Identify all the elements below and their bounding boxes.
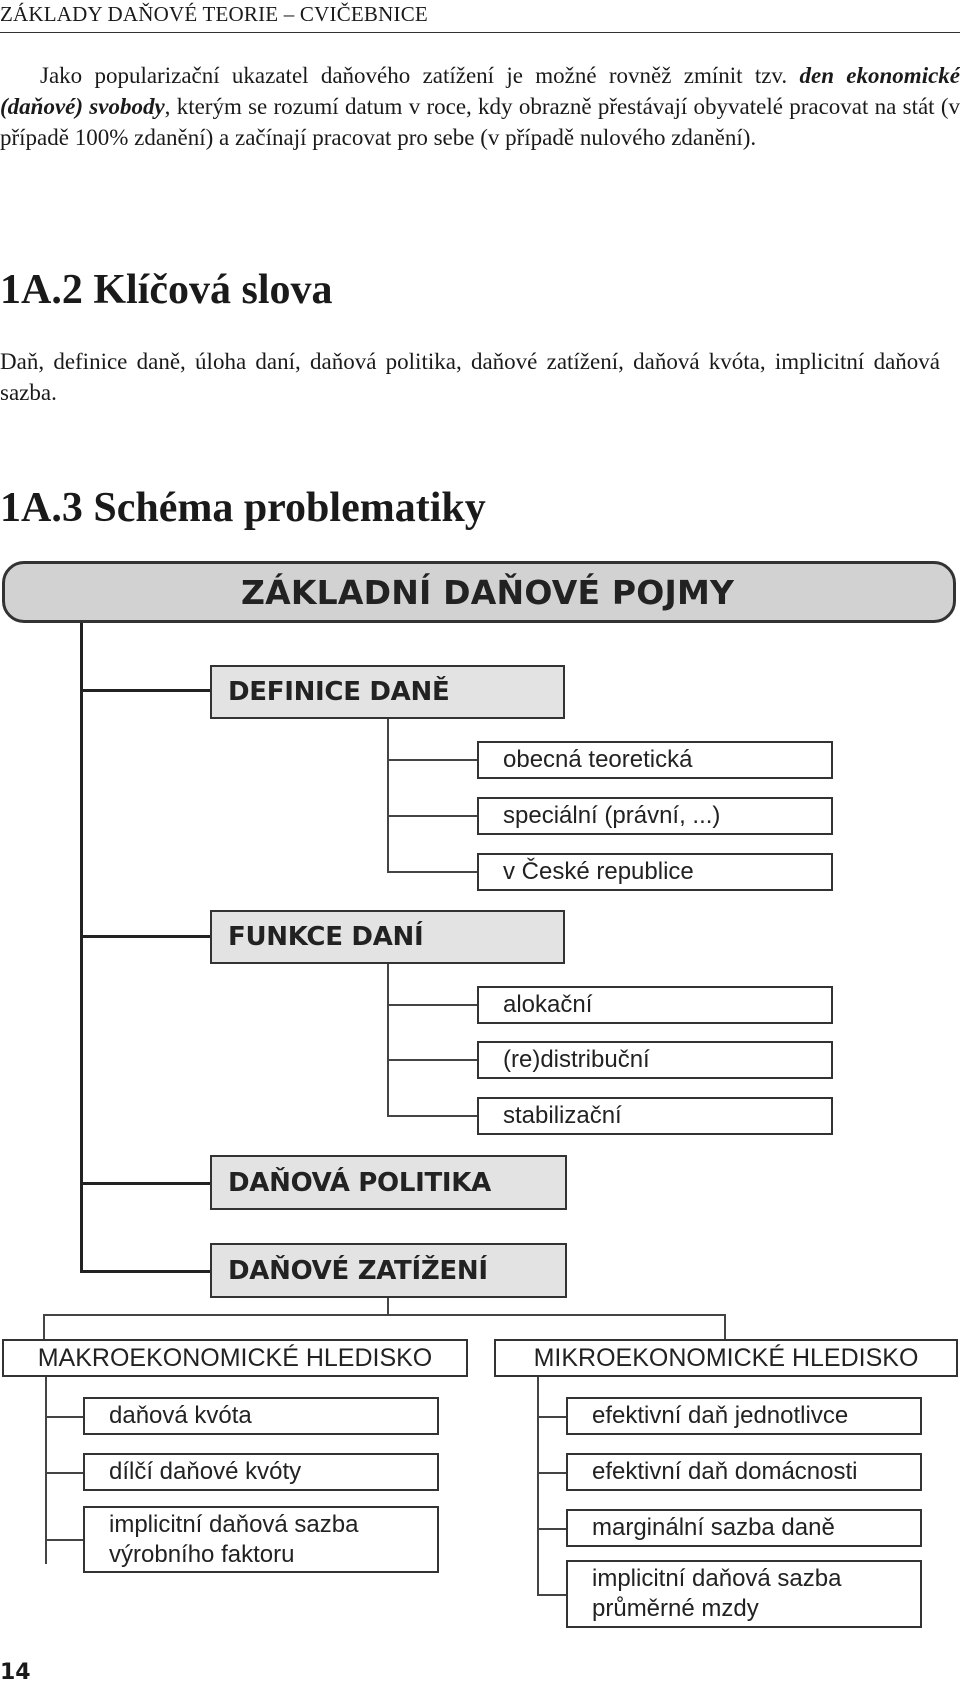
funkce-label: FUNKCE DANÍ [228, 922, 424, 952]
funkce-sub-line-1 [387, 1004, 477, 1006]
politika-box [210, 1155, 567, 1210]
intro-text-2: , kterým se rozumí datum v roce, kdy obrazně přestávají obyvatelé pracovat na stát (v případě 100% zdanění) a začínají pracovat pro sebe (v případě nulového zdanění). [0, 94, 960, 150]
mikro-item-1 [566, 1397, 922, 1435]
mikro-item-3-label: marginální sazba daně [592, 1514, 835, 1541]
makro-item-2-label: dílčí daňové kvóty [109, 1458, 302, 1485]
makro-item-3-label: implicitní daňová sazba výrobního faktoru [109, 1510, 359, 1568]
mikro-item-4 [566, 1560, 922, 1628]
zatizeni-down-line [387, 1297, 389, 1314]
funkce-sub-trunk [387, 963, 389, 1116]
root-label: ZÁKLADNÍ DAŇOVÉ POJMY [241, 572, 735, 612]
mikro-sub-line-4 [537, 1594, 567, 1596]
makro-item-1-label: daňová kvóta [109, 1402, 252, 1429]
makro-sub-line-2 [45, 1472, 85, 1474]
definice-box [210, 665, 565, 719]
mikro-item-4-label: implicitní daňová sazba průměrné mzdy [592, 1565, 842, 1622]
definice-item-2 [477, 797, 833, 835]
page-number: 14 [0, 1660, 31, 1685]
keywords-text: Daň, definice daně, úloha daní, daňová politika, daňové zatížení, daňová kvóta, implicitní daňová sazba. [0, 349, 940, 405]
intro-emphasis: den ekonomické (daňové) svobody [0, 63, 960, 119]
root-box [2, 561, 956, 623]
branch-zatizeni-line [80, 1270, 210, 1273]
zatizeni-box [210, 1243, 567, 1298]
definice-sub-trunk [387, 718, 389, 872]
makro-sub-line-3 [45, 1539, 85, 1541]
makro-item-1 [83, 1397, 439, 1435]
intro-paragraph [0, 60, 960, 153]
makro-sub-line-1 [45, 1416, 85, 1418]
mikro-sub-trunk [537, 1376, 539, 1595]
definice-item-1 [477, 741, 833, 779]
funkce-item-1 [477, 986, 833, 1024]
funkce-item-2 [477, 1041, 833, 1079]
mikro-item-3 [566, 1509, 922, 1547]
definice-label: DEFINICE DANĚ [228, 677, 450, 707]
heading-keywords: 1A.2 Klíčová slova [0, 267, 333, 313]
branch-definice-line [80, 689, 210, 692]
funkce-item-3 [477, 1097, 833, 1135]
makro-item-3 [83, 1506, 439, 1573]
mikro-box [494, 1339, 958, 1377]
definice-item-1-label: obecná teoretická [503, 746, 693, 773]
mikro-drop-line [724, 1314, 726, 1340]
makro-sub-trunk [45, 1376, 47, 1564]
definice-item-3 [477, 853, 833, 891]
makro-box [2, 1339, 468, 1377]
definice-sub-line-2 [387, 815, 477, 817]
makro-item-2 [83, 1453, 439, 1491]
zatizeni-label: DAŇOVÉ ZATÍŽENÍ [228, 1255, 488, 1286]
heading-schema: 1A.3 Schéma problematiky [0, 485, 486, 531]
intro-text-1: Jako popularizační ukazatel daňového zatížení je možné rovněž zmínit tzv. [40, 63, 800, 88]
branch-politika-line [80, 1182, 210, 1185]
makro-drop-line [43, 1314, 45, 1340]
zatizeni-split-line [43, 1314, 725, 1316]
definice-item-3-label: v České republice [503, 858, 694, 885]
mikro-sub-line-3 [537, 1528, 567, 1530]
mikro-sub-line-1 [537, 1416, 567, 1418]
main-trunk-line [80, 622, 83, 1273]
definice-item-2-label: speciální (právní, ...) [503, 802, 721, 829]
funkce-item-1-label: alokační [503, 991, 593, 1018]
branch-funkce-line [80, 935, 210, 938]
header-rule [0, 32, 960, 33]
makro-label: MAKROEKONOMICKÉ HLEDISKO [37, 1343, 433, 1372]
funkce-item-3-label: stabilizační [503, 1102, 622, 1129]
funkce-item-2-label: (re)distribuční [503, 1046, 650, 1073]
definice-sub-line-1 [387, 759, 477, 761]
funkce-box [210, 910, 565, 964]
definice-sub-line-3 [387, 871, 477, 873]
mikro-item-1-label: efektivní daň jednotlivce [592, 1402, 849, 1429]
mikro-sub-line-2 [537, 1472, 567, 1474]
mikro-item-2 [566, 1453, 922, 1491]
mikro-item-2-label: efektivní daň domácnosti [592, 1458, 858, 1485]
funkce-sub-line-2 [387, 1059, 477, 1061]
politika-label: DAŇOVÁ POLITIKA [228, 1167, 491, 1198]
funkce-sub-line-3 [387, 1115, 477, 1117]
mikro-label: MIKROEKONOMICKÉ HLEDISKO [533, 1343, 919, 1372]
running-header: ZÁKLADY DAŇOVÉ TEORIE – CVIČEBNICE [0, 2, 428, 26]
